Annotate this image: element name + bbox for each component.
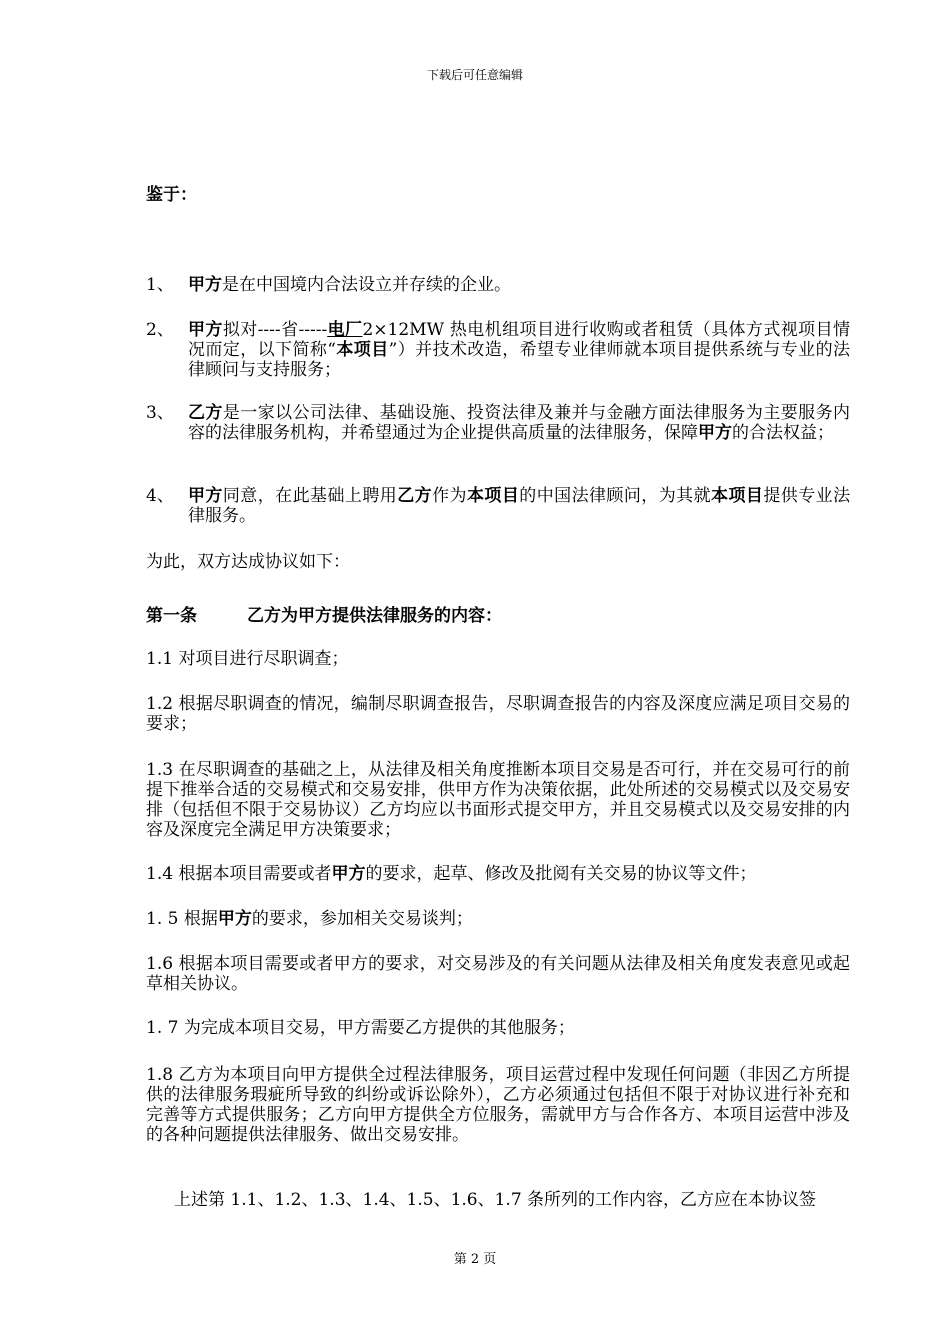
recital-number: 3、 — [146, 403, 174, 423]
recital-item-4 — [146, 486, 850, 526]
clause-1-5 — [146, 909, 850, 929]
intro-paragraph: 为此，双方达成协议如下： — [146, 552, 350, 572]
text-run: 拟对----省----- — [222, 320, 328, 340]
page-footer: 第 2 页 — [453, 1252, 497, 1267]
clause-1-4 — [146, 864, 850, 884]
text-run: 本项目 — [466, 486, 520, 506]
text-run: 本项目 — [335, 340, 389, 360]
recital-number: 2、 — [146, 320, 174, 340]
text-run: 甲方 — [188, 486, 223, 506]
clause-1-2 — [146, 694, 850, 734]
recital-text — [188, 403, 850, 443]
text-run: 的合法权益； — [732, 423, 834, 443]
recitals-title: 鉴于： — [146, 185, 197, 205]
recital-text — [188, 275, 850, 295]
article-title: 乙方为甲方提供法律服务的内容： — [247, 606, 502, 626]
clause-1-1 — [146, 649, 850, 669]
text-run: 甲方 — [188, 320, 223, 340]
recital-number: 1、 — [146, 275, 174, 295]
text-run: 电厂 — [327, 320, 363, 340]
text-run: 1. 7 为完成本项目交易，甲方需要乙方提供的其他服务； — [146, 1018, 575, 1038]
recital-text — [188, 486, 850, 526]
text-run: 作为 — [432, 486, 467, 506]
text-run: 提供专业法律服务。 — [188, 486, 851, 526]
recital-item-3 — [146, 403, 850, 443]
text-run: 是一家以公司法律、基础设施、投资法律及兼并与金融方面法律服务为主要服务内容的法律服务机构，并希望通过为企业提供高质量的法律服务，保障 — [188, 403, 851, 443]
text-run: 1.3 在尽职调查的基础之上，从法律及相关角度推断本项目交易是否可行，并在交易可行的前提下推举合适的交易模式和交易安排，供甲方作为决策依据，此处所述的交易模式以及交易安排（包括但不限于交易协议）乙方均应以书面形式提交甲方，并且交易模式以及交易安排的内容及深度完全满足甲方决策要求； — [146, 760, 850, 840]
text-run: 1.4 根据本项目需要或者 — [146, 864, 332, 884]
text-run: 同意，在此基础上聘用 — [222, 486, 398, 506]
article-number: 第一条 — [146, 606, 197, 626]
clause-1-7 — [146, 1018, 850, 1038]
recital-item-1 — [146, 275, 850, 295]
text-run: ”）并技术改造，希望专业律师就本项目提供系统与专业的法律顾问与支持服务； — [188, 340, 850, 380]
text-run: 乙方 — [397, 486, 433, 506]
text-run: 甲方 — [331, 864, 366, 884]
text-run: 甲方 — [217, 909, 252, 929]
text-run: 的要求，起草、修改及批阅有关交易的协议等文件； — [365, 864, 757, 884]
text-run: 乙方 — [188, 403, 223, 423]
text-run: 1.1 对项目进行尽职调查； — [146, 649, 349, 669]
text-run: 1.2 根据尽职调查的情况，编制尽职调查报告，尽职调查报告的内容及深度应满足项目交易的要求； — [146, 694, 850, 734]
text-run: 的中国法律顾问，为其就 — [519, 486, 712, 506]
text-run: 1.8 乙方为本项目向甲方提供全过程法律服务，项目运营过程中发现任何问题（非因乙方所提供的法律服务瑕疵所导致的纠纷或诉讼除外），乙方必须通过包括但不限于对协议进行补充和完善等方式提供服务；乙方向甲方提供全方位服务，需就甲方与合作各方、本项目运营中涉及的各种问题提供法律服务、做出交易安排。 — [146, 1065, 850, 1145]
clause-1-6 — [146, 954, 850, 994]
text-run: 2×12MW 热电机组项目进行收购或者租赁（具体方式视项目情况而定，以下简称“ — [188, 320, 851, 360]
text-run: 1.6 根据本项目需要或者甲方的要求，对交易涉及的有关问题从法律及相关角度发表意见或起草相关协议。 — [146, 954, 850, 994]
text-run: 1. 5 根据 — [146, 909, 218, 929]
text-run: 的要求，参加相关交易谈判； — [251, 909, 473, 929]
recital-item-2 — [146, 320, 850, 380]
recital-text — [188, 320, 850, 380]
text-run: 甲方 — [698, 423, 732, 443]
clause-1-3 — [146, 760, 850, 840]
page-header: 下载后可任意编辑 — [426, 68, 523, 82]
text-run: 甲方 — [188, 275, 222, 295]
clause-1-8 — [146, 1065, 850, 1145]
text-run: 是在中国境内合法设立并存续的企业。 — [222, 275, 511, 295]
recital-number: 4、 — [146, 486, 174, 506]
text-run: 本项目 — [711, 486, 764, 506]
closing-paragraph: 上述第 1.1、1.2、1.3、1.4、1.5、1.6、1.7 条所列的工作内容，乙方应在本协议签 — [174, 1190, 817, 1210]
article-heading — [146, 601, 502, 626]
